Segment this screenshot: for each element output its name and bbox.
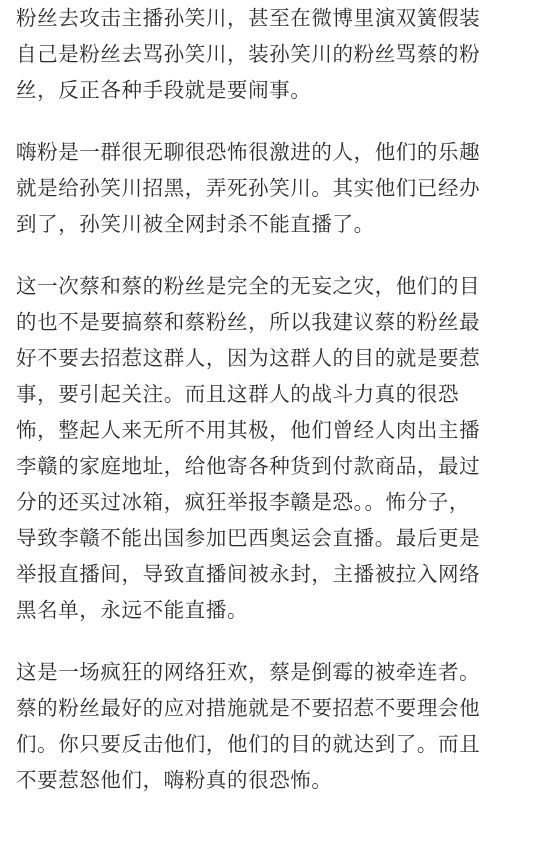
text-line: 粉丝去攻击主播孙笑川，甚至在微博里演双簧假装 (16, 6, 481, 30)
text-line: 就是给孙笑川招黑，弄死孙笑川。其实他们已经办 (16, 176, 481, 200)
text-line: 这一次蔡和蔡的粉丝是完全的无妄之灾，他们的目 (16, 274, 481, 298)
text-line: 到了，孙笑川被全网封杀不能直播了。 (16, 212, 375, 236)
text-line: 黑名单，永远不能直播。 (16, 598, 249, 622)
text-line: 嗨粉是一群很无聊很恐怖很激进的人，他们的乐趣 (16, 140, 481, 164)
text-line: 怖，整起人来无所不用其极，他们曾经人肉出主播 (16, 418, 481, 442)
text-line: 自己是粉丝去骂孙笑川，装孙笑川的粉丝骂蔡的粉 (16, 42, 481, 66)
text-line: 蔡的粉丝最好的应对措施就是不要招惹不要理会他 (16, 696, 481, 720)
text-line: 导致李赣不能出国参加巴西奥运会直播。最后更是 (16, 526, 481, 550)
text-line: 不要惹怒他们，嗨粉真的很恐怖。 (16, 768, 333, 792)
text-line: 们。你只要反击他们，他们的目的就达到了。而且 (16, 732, 481, 756)
text-line: 丝，反正各种手段就是要闹事。 (16, 78, 312, 102)
text-line: 好不要去招惹这群人，因为这群人的目的就是要惹 (16, 346, 481, 370)
text-line: 李赣的家庭地址，给他寄各种货到付款商品，最过 (16, 454, 481, 478)
text-line: 举报直播间，导致直播间被永封，主播被拉入网络 (16, 562, 481, 586)
text-line: 分的还买过冰箱，疯狂举报李赣是恐。。怖分子， (16, 490, 470, 514)
text-line: 这是一场疯狂的网络狂欢，蔡是倒霉的被牵连者。 (16, 660, 481, 684)
text-line: 的也不是要搞蔡和蔡粉丝，所以我建议蔡的粉丝最 (16, 310, 481, 334)
text-line: 事，要引起关注。而且这群人的战斗力真的很恐 (16, 382, 460, 406)
